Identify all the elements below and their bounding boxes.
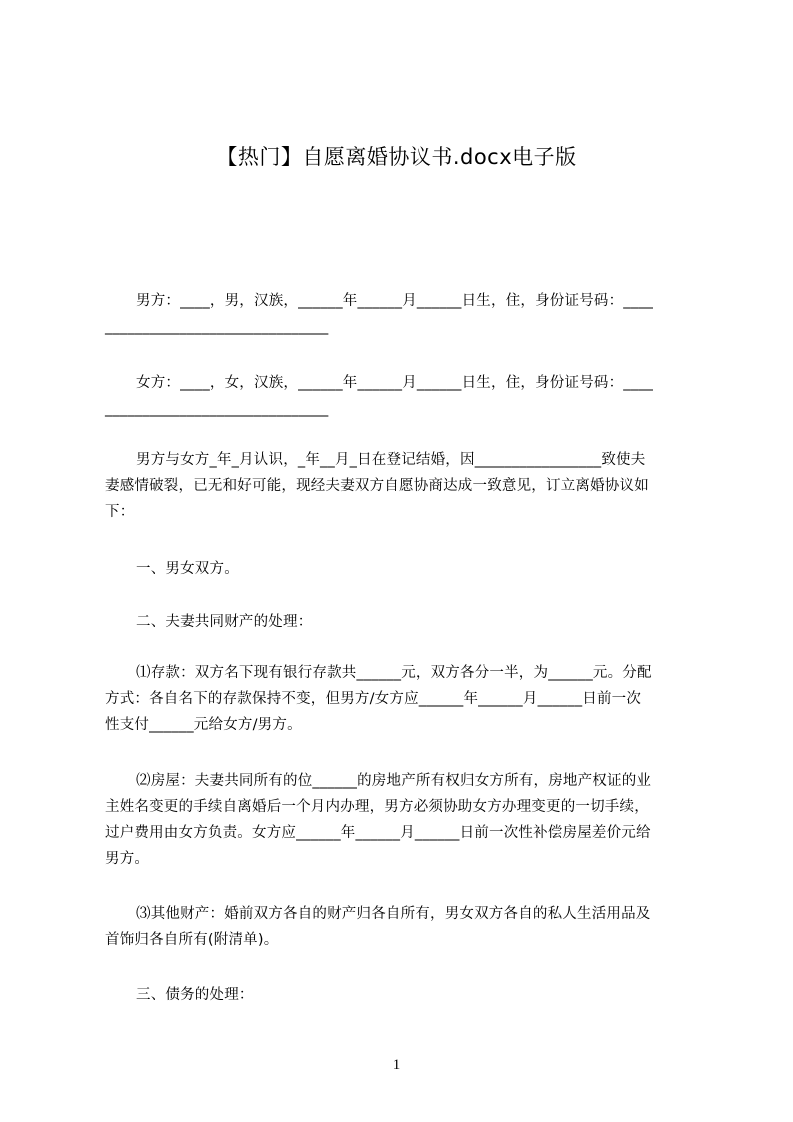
text-line: ______________________________ bbox=[105, 319, 329, 335]
paragraph-deposits bbox=[105, 660, 705, 738]
text-line: 男方。 bbox=[105, 851, 150, 867]
paragraph-intro bbox=[105, 447, 705, 525]
paragraph-female-party bbox=[105, 370, 705, 422]
paragraph-house bbox=[105, 768, 705, 872]
text-line: 二、夫妻共同财产的处理： bbox=[136, 614, 313, 630]
text-line: 下： bbox=[105, 504, 135, 520]
text-line: 一、男女双方。 bbox=[136, 561, 239, 577]
text-line: 男方：____，男，汉族，______年______月______日生，住，身份证号码：____ bbox=[136, 293, 654, 309]
text-line: ⑵房屋：夫妻共同所有的位______的房地产所有权归女方所有，房地产权证的业 bbox=[136, 773, 652, 789]
section-heading-3 bbox=[105, 982, 705, 1008]
document-title: 【热门】自愿离婚协议书.docx电子版 bbox=[216, 145, 577, 169]
text-line: ⑶其他财产：婚前双方各自的财产归各自所有，男女双方各自的私人生活用品及 bbox=[136, 906, 651, 922]
text-line: ⑴存款：双方名下现有银行存款共______元，双方各分一半，为______元。分配 bbox=[136, 665, 652, 681]
text-line: 男方与女方_年_月认识，_年__月_日在登记结婚，因_________________致使夫 bbox=[136, 452, 646, 468]
text-line: 过户费用由女方负责。女方应______年______月______日前一次性补偿房屋差价元给 bbox=[105, 825, 651, 841]
text-line: 主姓名变更的手续自离婚后一个月内办理，男方必须协助女方办理变更的一切手续， bbox=[105, 799, 649, 815]
text-line: 女方：____，女，汉族，______年______月______日生，住，身份证号码：____ bbox=[136, 375, 654, 391]
paragraph-male-party bbox=[105, 288, 705, 340]
paragraph-other-property bbox=[105, 901, 705, 953]
text-line: 方式：各自名下的存款保持不变，但男方/女方应______年______月______日前一次 bbox=[105, 691, 642, 707]
page-number: 1 bbox=[392, 1057, 401, 1073]
section-heading-2 bbox=[105, 609, 705, 635]
text-line: 三、债务的处理： bbox=[136, 987, 254, 1003]
text-line: 妻感情破裂，已无和好可能，现经夫妻双方自愿协商达成一致意见，订立离婚协议如 bbox=[105, 478, 649, 494]
text-line: ______________________________ bbox=[105, 401, 329, 417]
section-heading-1 bbox=[105, 556, 705, 582]
text-line: 性支付______元给女方/男方。 bbox=[105, 717, 302, 733]
text-line: 首饰归各自所有(附清单)。 bbox=[105, 932, 279, 948]
